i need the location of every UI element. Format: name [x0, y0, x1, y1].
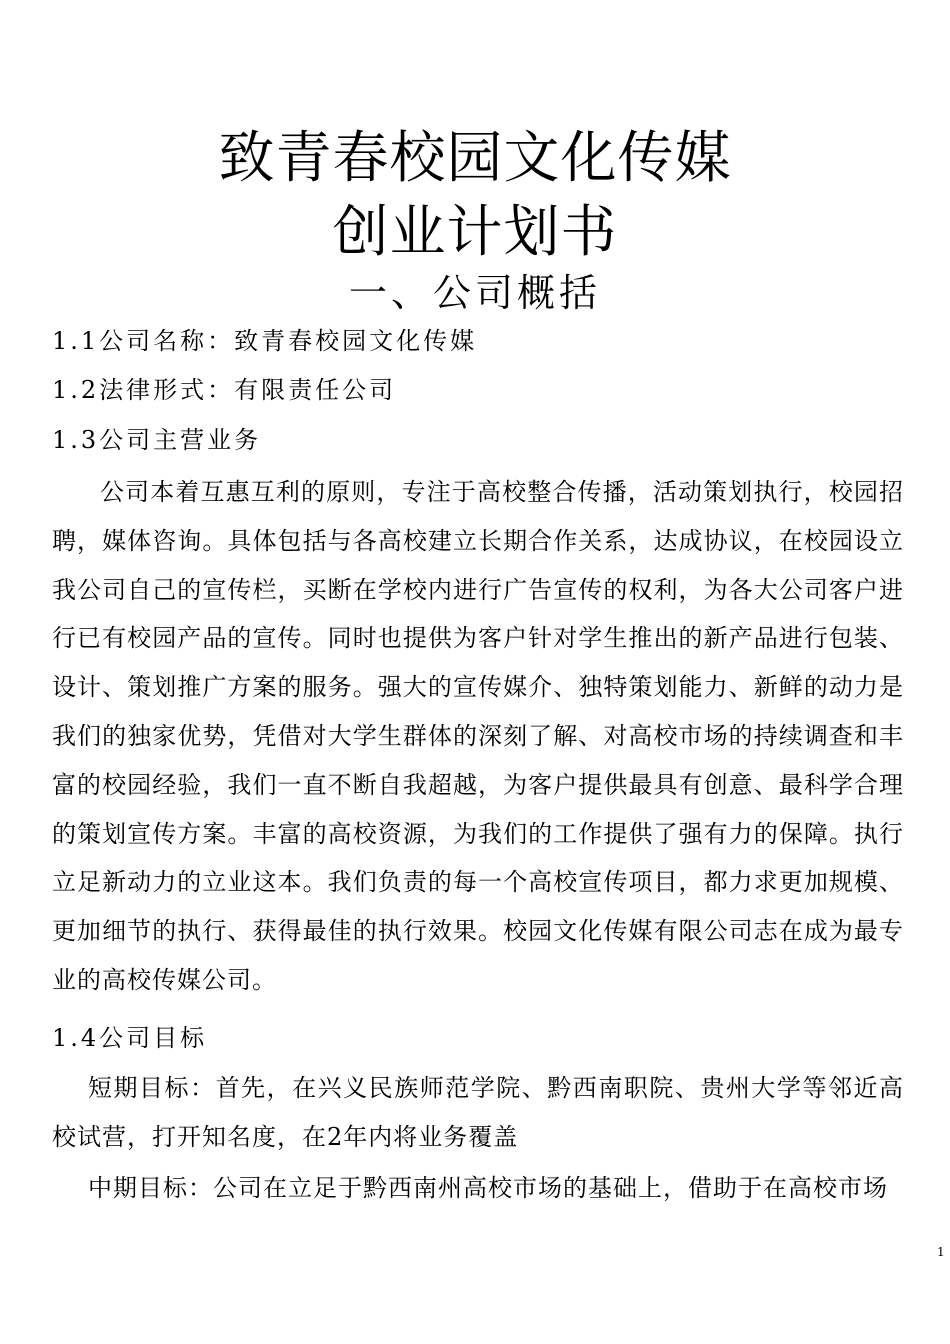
page-number: 1 — [937, 1245, 945, 1259]
document-title-line-2: 创业计划书 — [332, 200, 618, 265]
main-business-heading: 1.3公司主营业务 — [52, 426, 262, 454]
document-title-line-1: 致青春校园文化传媒 — [218, 126, 732, 191]
company-name-line: 1.1公司名称：致青春校园文化传媒 — [52, 327, 478, 355]
main-business-paragraph: 公司本着互惠互利的原则，专注于高校整合传播，活动策划执行，校园招聘，媒体咨询。具体包括与各高校建立长期合作关系，达成协议，在校园设立我公司自己的宣传栏，买断在学校内进行广告宣传的权利，为各大公司客户进行已有校园产品的宣传。同时也提供为客户针对学生推出的新产品进行包装、设计、策划推广方案的服务。强大的宣传媒介、独特策划能力、新鲜的动力是我们的独家优势，凭借对大学生群体的深刻了解、对高校市场的持续调查和丰富的校园经验，我们一直不断自我超越，为客户提供最具有创意、最科学合理的策划宣传方案。丰富的高校资源，为我们的工作提供了强有力的保障。执行立足新动力的立业这本。我们负责的每一个高校宣传项目，都力求更加规模、更加细节的执行、获得最佳的执行效果。校园文化传媒有限公司志在成为最专业的高校传媒公司。 — [52, 478, 904, 994]
mid-term-goal-paragraph: 中期目标：公司在立足于黔西南州高校市场的基础上，借助于在高校市场 — [88, 1174, 888, 1202]
company-goals-heading: 1.4公司目标 — [52, 1024, 208, 1052]
section-heading-company-overview: 一、公司概括 — [348, 271, 601, 315]
short-term-goal-paragraph: 短期目标：首先，在兴义民族师范学院、黔西南职院、贵州大学等邻近高校试营，打开知名度，在2年内将业务覆盖 — [52, 1074, 904, 1151]
legal-form-line: 1.2法律形式：有限责任公司 — [52, 376, 397, 404]
